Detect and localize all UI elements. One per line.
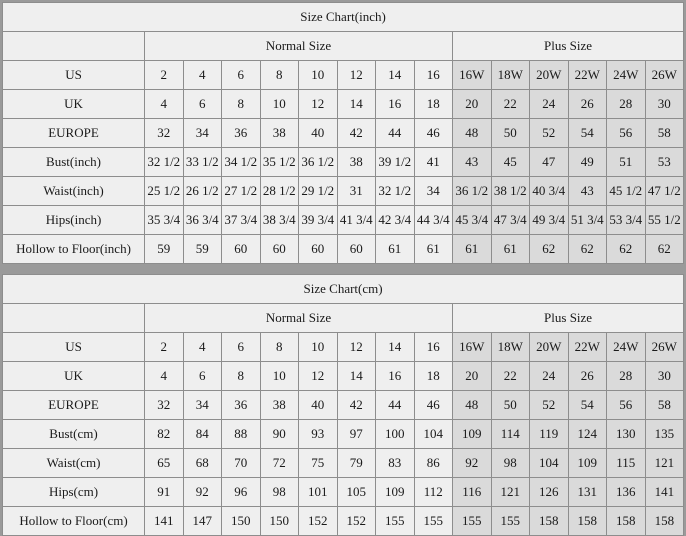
table-cell: 60 bbox=[222, 235, 261, 264]
table-cell: 70 bbox=[222, 449, 261, 478]
row-label: Hips(cm) bbox=[3, 478, 145, 507]
table-cell: 46 bbox=[414, 391, 453, 420]
table-cell: 82 bbox=[145, 420, 184, 449]
table-cell: 60 bbox=[337, 235, 376, 264]
row-label: US bbox=[3, 333, 145, 362]
table-cell: 60 bbox=[260, 235, 299, 264]
table-cell: 8 bbox=[222, 90, 261, 119]
table-cell: 32 1/2 bbox=[145, 148, 184, 177]
table-cell: 83 bbox=[376, 449, 415, 478]
table-cell: 18 bbox=[414, 362, 453, 391]
table-cell: 35 3/4 bbox=[145, 206, 184, 235]
size-chart-cm bbox=[0, 272, 686, 536]
table-cell: 16 bbox=[414, 61, 453, 90]
table-cell: 30 bbox=[645, 90, 684, 119]
table-cell: 119 bbox=[530, 420, 569, 449]
table-cell: 115 bbox=[607, 449, 646, 478]
table-cell: 16W bbox=[453, 333, 492, 362]
table-cell: 59 bbox=[145, 235, 184, 264]
table-cell: 52 bbox=[530, 391, 569, 420]
table-cell: 36 1/2 bbox=[299, 148, 338, 177]
group-header: Plus Size bbox=[453, 304, 684, 333]
row-label: US bbox=[3, 61, 145, 90]
table-cell: 62 bbox=[568, 235, 607, 264]
table-cell: 59 bbox=[183, 235, 222, 264]
table-row bbox=[3, 61, 684, 90]
table-cell: 42 bbox=[337, 391, 376, 420]
table-cell: 20 bbox=[453, 90, 492, 119]
table-cell: 48 bbox=[453, 391, 492, 420]
table-cell: 24W bbox=[607, 61, 646, 90]
table-cell: 36 1/2 bbox=[453, 177, 492, 206]
size-chart-inch-table bbox=[2, 2, 684, 264]
table-cell: 29 1/2 bbox=[299, 177, 338, 206]
table-cell: 155 bbox=[453, 507, 492, 536]
table-cell: 56 bbox=[607, 119, 646, 148]
table-cell: 135 bbox=[645, 420, 684, 449]
table-cell: 58 bbox=[645, 119, 684, 148]
table-cell: 61 bbox=[491, 235, 530, 264]
table-cell: 12 bbox=[337, 61, 376, 90]
table-cell: 158 bbox=[645, 507, 684, 536]
table-cell: 40 3/4 bbox=[530, 177, 569, 206]
table-cell: 22 bbox=[491, 90, 530, 119]
table-cell: 42 bbox=[337, 119, 376, 148]
table-cell: 62 bbox=[645, 235, 684, 264]
row-label: Bust(cm) bbox=[3, 420, 145, 449]
table-cell: 22W bbox=[568, 61, 607, 90]
table-cell: 86 bbox=[414, 449, 453, 478]
table-cell: 45 bbox=[491, 148, 530, 177]
table-cell: 8 bbox=[222, 362, 261, 391]
table-row bbox=[3, 206, 684, 235]
table-cell: 47 1/2 bbox=[645, 177, 684, 206]
table-cell: 158 bbox=[530, 507, 569, 536]
table-row bbox=[3, 449, 684, 478]
table-cell: 20 bbox=[453, 362, 492, 391]
table-cell: 49 3/4 bbox=[530, 206, 569, 235]
table-cell: 141 bbox=[145, 507, 184, 536]
table-cell: 47 bbox=[530, 148, 569, 177]
table-cell: 14 bbox=[376, 333, 415, 362]
table-cell: 38 bbox=[260, 391, 299, 420]
table-cell: 50 bbox=[491, 119, 530, 148]
group-row-spacer bbox=[3, 32, 145, 61]
table-cell: 12 bbox=[337, 333, 376, 362]
chart-group-row bbox=[3, 32, 684, 61]
table-cell: 124 bbox=[568, 420, 607, 449]
table-cell: 45 1/2 bbox=[607, 177, 646, 206]
table-cell: 61 bbox=[376, 235, 415, 264]
table-cell: 72 bbox=[260, 449, 299, 478]
table-cell: 28 1/2 bbox=[260, 177, 299, 206]
table-cell: 44 bbox=[376, 391, 415, 420]
table-cell: 28 bbox=[607, 90, 646, 119]
table-cell: 55 1/2 bbox=[645, 206, 684, 235]
table-cell: 109 bbox=[376, 478, 415, 507]
chart-title-row bbox=[3, 275, 684, 304]
table-cell: 158 bbox=[568, 507, 607, 536]
table-row bbox=[3, 119, 684, 148]
table-cell: 6 bbox=[183, 90, 222, 119]
table-cell: 10 bbox=[260, 90, 299, 119]
table-cell: 98 bbox=[491, 449, 530, 478]
table-row bbox=[3, 177, 684, 206]
table-cell: 40 bbox=[299, 119, 338, 148]
table-cell: 46 bbox=[414, 119, 453, 148]
table-cell: 62 bbox=[607, 235, 646, 264]
table-cell: 34 1/2 bbox=[222, 148, 261, 177]
table-cell: 20W bbox=[530, 61, 569, 90]
row-label: UK bbox=[3, 362, 145, 391]
table-cell: 12 bbox=[299, 362, 338, 391]
table-cell: 109 bbox=[568, 449, 607, 478]
table-row bbox=[3, 420, 684, 449]
chart-inch-body bbox=[3, 3, 684, 264]
table-cell: 10 bbox=[299, 61, 338, 90]
table-cell: 27 1/2 bbox=[222, 177, 261, 206]
table-cell: 40 bbox=[299, 391, 338, 420]
table-cell: 104 bbox=[530, 449, 569, 478]
table-cell: 38 1/2 bbox=[491, 177, 530, 206]
table-cell: 24 bbox=[530, 90, 569, 119]
table-cell: 90 bbox=[260, 420, 299, 449]
table-cell: 150 bbox=[260, 507, 299, 536]
table-cell: 35 1/2 bbox=[260, 148, 299, 177]
table-cell: 33 1/2 bbox=[183, 148, 222, 177]
table-cell: 51 bbox=[607, 148, 646, 177]
table-cell: 47 3/4 bbox=[491, 206, 530, 235]
table-row bbox=[3, 478, 684, 507]
table-cell: 22W bbox=[568, 333, 607, 362]
table-cell: 6 bbox=[222, 333, 261, 362]
table-cell: 43 bbox=[568, 177, 607, 206]
table-cell: 4 bbox=[145, 90, 184, 119]
row-label: Bust(inch) bbox=[3, 148, 145, 177]
table-cell: 36 bbox=[222, 119, 261, 148]
table-cell: 38 bbox=[260, 119, 299, 148]
table-cell: 4 bbox=[183, 61, 222, 90]
table-cell: 92 bbox=[183, 478, 222, 507]
group-header: Normal Size bbox=[145, 304, 453, 333]
table-cell: 24W bbox=[607, 333, 646, 362]
table-cell: 14 bbox=[337, 90, 376, 119]
table-cell: 75 bbox=[299, 449, 338, 478]
table-cell: 53 3/4 bbox=[607, 206, 646, 235]
table-cell: 68 bbox=[183, 449, 222, 478]
table-cell: 31 bbox=[337, 177, 376, 206]
table-cell: 4 bbox=[183, 333, 222, 362]
table-cell: 22 bbox=[491, 362, 530, 391]
table-cell: 49 bbox=[568, 148, 607, 177]
table-cell: 126 bbox=[530, 478, 569, 507]
table-cell: 152 bbox=[299, 507, 338, 536]
table-cell: 16W bbox=[453, 61, 492, 90]
table-cell: 121 bbox=[491, 478, 530, 507]
table-cell: 45 3/4 bbox=[453, 206, 492, 235]
table-cell: 20W bbox=[530, 333, 569, 362]
table-cell: 56 bbox=[607, 391, 646, 420]
table-cell: 32 1/2 bbox=[376, 177, 415, 206]
table-cell: 34 bbox=[183, 391, 222, 420]
table-cell: 16 bbox=[414, 333, 453, 362]
table-cell: 97 bbox=[337, 420, 376, 449]
table-cell: 38 bbox=[337, 148, 376, 177]
table-cell: 34 bbox=[183, 119, 222, 148]
table-cell: 104 bbox=[414, 420, 453, 449]
table-cell: 8 bbox=[260, 333, 299, 362]
table-cell: 44 bbox=[376, 119, 415, 148]
row-label: UK bbox=[3, 90, 145, 119]
chart-title: Size Chart(inch) bbox=[3, 3, 684, 32]
table-cell: 61 bbox=[414, 235, 453, 264]
table-cell: 54 bbox=[568, 391, 607, 420]
chart-title-row bbox=[3, 3, 684, 32]
group-header: Normal Size bbox=[145, 32, 453, 61]
table-cell: 39 3/4 bbox=[299, 206, 338, 235]
table-cell: 141 bbox=[645, 478, 684, 507]
table-cell: 10 bbox=[299, 333, 338, 362]
table-cell: 26 1/2 bbox=[183, 177, 222, 206]
chart-title: Size Chart(cm) bbox=[3, 275, 684, 304]
table-cell: 34 bbox=[414, 177, 453, 206]
table-cell: 18 bbox=[414, 90, 453, 119]
table-cell: 38 3/4 bbox=[260, 206, 299, 235]
table-cell: 36 3/4 bbox=[183, 206, 222, 235]
table-cell: 109 bbox=[453, 420, 492, 449]
row-label: Waist(inch) bbox=[3, 177, 145, 206]
table-row bbox=[3, 148, 684, 177]
table-cell: 65 bbox=[145, 449, 184, 478]
table-cell: 26 bbox=[568, 90, 607, 119]
size-chart-inch bbox=[0, 0, 686, 264]
table-cell: 2 bbox=[145, 333, 184, 362]
table-cell: 51 3/4 bbox=[568, 206, 607, 235]
table-cell: 18W bbox=[491, 61, 530, 90]
table-cell: 116 bbox=[453, 478, 492, 507]
table-cell: 26W bbox=[645, 61, 684, 90]
table-cell: 52 bbox=[530, 119, 569, 148]
table-cell: 158 bbox=[607, 507, 646, 536]
table-cell: 114 bbox=[491, 420, 530, 449]
table-cell: 8 bbox=[260, 61, 299, 90]
table-cell: 100 bbox=[376, 420, 415, 449]
row-label: Hollow to Floor(inch) bbox=[3, 235, 145, 264]
size-chart-cm-table bbox=[2, 274, 684, 536]
table-cell: 41 bbox=[414, 148, 453, 177]
table-cell: 2 bbox=[145, 61, 184, 90]
table-cell: 93 bbox=[299, 420, 338, 449]
table-cell: 121 bbox=[645, 449, 684, 478]
table-cell: 41 3/4 bbox=[337, 206, 376, 235]
table-cell: 131 bbox=[568, 478, 607, 507]
table-cell: 16 bbox=[376, 90, 415, 119]
table-cell: 155 bbox=[414, 507, 453, 536]
table-cell: 10 bbox=[260, 362, 299, 391]
table-row bbox=[3, 507, 684, 536]
table-cell: 84 bbox=[183, 420, 222, 449]
table-cell: 105 bbox=[337, 478, 376, 507]
table-cell: 155 bbox=[376, 507, 415, 536]
table-cell: 112 bbox=[414, 478, 453, 507]
chart-group-row bbox=[3, 304, 684, 333]
row-label: Waist(cm) bbox=[3, 449, 145, 478]
table-cell: 16 bbox=[376, 362, 415, 391]
table-cell: 101 bbox=[299, 478, 338, 507]
table-row bbox=[3, 391, 684, 420]
table-cell: 14 bbox=[337, 362, 376, 391]
table-cell: 6 bbox=[183, 362, 222, 391]
table-row bbox=[3, 235, 684, 264]
table-cell: 32 bbox=[145, 391, 184, 420]
table-cell: 42 3/4 bbox=[376, 206, 415, 235]
table-cell: 53 bbox=[645, 148, 684, 177]
row-label: EUROPE bbox=[3, 391, 145, 420]
table-row bbox=[3, 362, 684, 391]
table-cell: 18W bbox=[491, 333, 530, 362]
table-cell: 147 bbox=[183, 507, 222, 536]
table-cell: 24 bbox=[530, 362, 569, 391]
table-cell: 50 bbox=[491, 391, 530, 420]
row-label: EUROPE bbox=[3, 119, 145, 148]
table-cell: 92 bbox=[453, 449, 492, 478]
row-label: Hips(inch) bbox=[3, 206, 145, 235]
table-cell: 4 bbox=[145, 362, 184, 391]
table-cell: 155 bbox=[491, 507, 530, 536]
table-cell: 130 bbox=[607, 420, 646, 449]
table-cell: 58 bbox=[645, 391, 684, 420]
table-cell: 48 bbox=[453, 119, 492, 148]
table-row bbox=[3, 333, 684, 362]
table-cell: 54 bbox=[568, 119, 607, 148]
table-cell: 26W bbox=[645, 333, 684, 362]
table-cell: 12 bbox=[299, 90, 338, 119]
group-row-spacer bbox=[3, 304, 145, 333]
table-cell: 37 3/4 bbox=[222, 206, 261, 235]
table-cell: 136 bbox=[607, 478, 646, 507]
table-cell: 98 bbox=[260, 478, 299, 507]
table-cell: 26 bbox=[568, 362, 607, 391]
table-cell: 14 bbox=[376, 61, 415, 90]
chart-divider bbox=[0, 264, 686, 272]
table-cell: 32 bbox=[145, 119, 184, 148]
table-cell: 96 bbox=[222, 478, 261, 507]
table-cell: 88 bbox=[222, 420, 261, 449]
table-cell: 60 bbox=[299, 235, 338, 264]
table-cell: 6 bbox=[222, 61, 261, 90]
table-cell: 39 1/2 bbox=[376, 148, 415, 177]
table-cell: 28 bbox=[607, 362, 646, 391]
table-cell: 36 bbox=[222, 391, 261, 420]
table-cell: 61 bbox=[453, 235, 492, 264]
table-cell: 43 bbox=[453, 148, 492, 177]
table-cell: 44 3/4 bbox=[414, 206, 453, 235]
row-label: Hollow to Floor(cm) bbox=[3, 507, 145, 536]
group-header: Plus Size bbox=[453, 32, 684, 61]
table-cell: 150 bbox=[222, 507, 261, 536]
table-cell: 91 bbox=[145, 478, 184, 507]
table-cell: 79 bbox=[337, 449, 376, 478]
table-cell: 25 1/2 bbox=[145, 177, 184, 206]
table-cell: 152 bbox=[337, 507, 376, 536]
table-cell: 62 bbox=[530, 235, 569, 264]
table-row bbox=[3, 90, 684, 119]
chart-cm-body bbox=[3, 275, 684, 536]
table-cell: 30 bbox=[645, 362, 684, 391]
